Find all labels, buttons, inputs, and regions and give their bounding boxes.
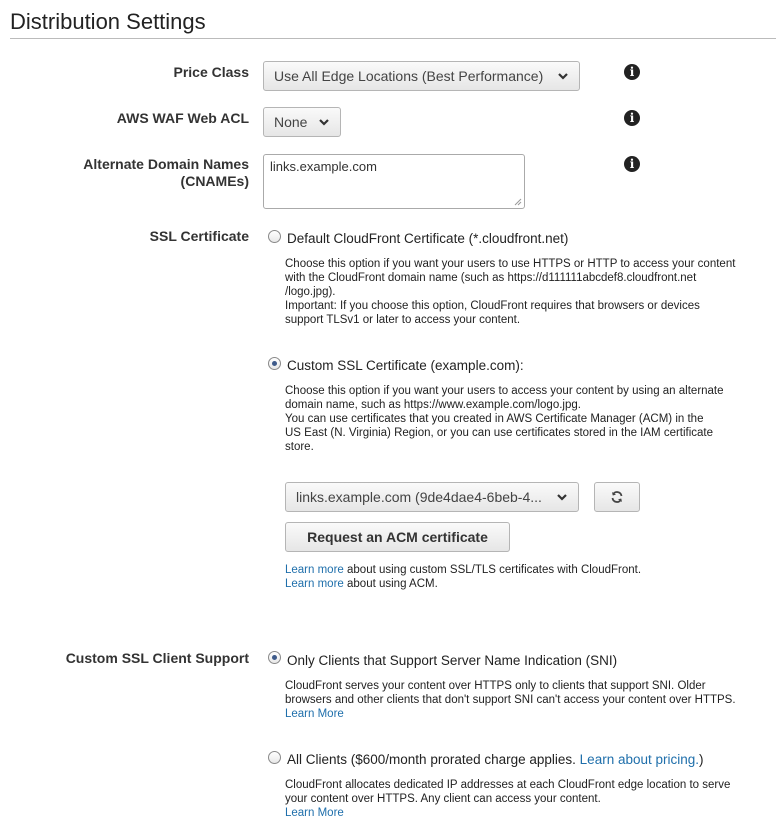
desc-line: Important: If you choose this option, CloudFront requires that browsers or devices <box>285 300 700 312</box>
cnames-label <box>9 156 249 190</box>
default-cert-option-label[interactable]: Default CloudFront Certificate (*.cloudfront.net) <box>287 231 569 246</box>
custom-cert-radio[interactable] <box>268 357 281 370</box>
learn-more-ssl-link[interactable]: Learn more <box>285 564 344 576</box>
ssl-certificate-label: SSL Certificate <box>149 228 249 244</box>
cnames-info-icon[interactable]: i <box>624 156 640 172</box>
all-clients-description <box>285 778 730 820</box>
desc-line: CloudFront serves your content over HTTPS only to clients that support SNI. Older <box>285 680 706 692</box>
desc-line: store. <box>285 441 314 453</box>
acm-learn-more-line-2 <box>285 577 438 591</box>
refresh-icon <box>610 490 624 504</box>
resize-handle-icon[interactable] <box>514 198 522 206</box>
all-clients-label-suffix: ) <box>699 752 704 767</box>
sni-option-label[interactable]: Only Clients that Support Server Name Indication (SNI) <box>287 653 618 668</box>
desc-line: You can use certificates that you created in AWS Certificate Manager (ACM) in the <box>285 413 704 425</box>
all-clients-label-text: All Clients ($600/month prorated charge applies. <box>287 752 580 767</box>
chevron-down-icon <box>556 491 568 503</box>
learn-more-acm-text: about using ACM. <box>343 578 438 590</box>
cnames-value: links.example.com <box>270 159 377 174</box>
waf-label: AWS WAF Web ACL <box>116 110 249 126</box>
pricing-link[interactable]: Learn about pricing. <box>579 752 700 767</box>
acm-learn-more-line <box>285 563 641 577</box>
desc-line: domain name, such as https://www.example.com/logo.jpg. <box>285 399 581 411</box>
cnames-label-line1: Alternate Domain Names <box>83 156 249 172</box>
desc-line: browsers and other clients that don't support SNI can't access your content over HTTPS. <box>285 694 736 706</box>
default-cert-radio[interactable] <box>268 230 281 243</box>
desc-line: /logo.jpg). <box>285 286 336 298</box>
price-class-info-icon[interactable]: i <box>624 64 640 80</box>
request-acm-certificate-button[interactable]: Request an ACM certificate <box>285 522 510 552</box>
price-class-label: Price Class <box>173 64 249 80</box>
desc-line: your content over HTTPS. Any client can access your content. <box>285 793 601 805</box>
sni-description <box>285 679 736 721</box>
cnames-label-line2: (CNAMEs) <box>180 173 249 189</box>
custom-cert-option-label[interactable]: Custom SSL Certificate (example.com): <box>287 358 524 373</box>
desc-line: with the CloudFront domain name (such as https://d111111abcdef8.cloudfront.net <box>285 272 697 284</box>
certificate-value: links.example.com (9de4dae4-6beb-4... <box>296 489 542 505</box>
refresh-certificates-button[interactable] <box>594 482 640 512</box>
all-clients-option-label[interactable] <box>287 752 704 767</box>
client-support-label: Custom SSL Client Support <box>65 650 249 666</box>
custom-cert-description <box>285 384 724 454</box>
waf-info-icon[interactable]: i <box>624 110 640 126</box>
waf-value: None <box>274 114 308 130</box>
sni-learn-more-link[interactable]: Learn More <box>285 708 344 720</box>
price-class-value: Use All Edge Locations (Best Performance) <box>274 68 544 84</box>
title-divider <box>10 38 776 39</box>
desc-line: Choose this option if you want your users to access your content by using an alternate <box>285 385 724 397</box>
sni-radio[interactable] <box>268 651 281 664</box>
all-clients-radio[interactable] <box>268 751 281 764</box>
chevron-down-icon <box>557 70 569 82</box>
learn-more-ssl-text: about using custom SSL/TLS certificates with CloudFront. <box>343 564 642 576</box>
desc-line: Choose this option if you want your users to use HTTPS or HTTP to access your content <box>285 258 736 270</box>
default-cert-description <box>285 257 735 327</box>
certificate-select[interactable] <box>285 482 579 512</box>
desc-line: US East (N. Virginia) Region, or you can use certificates stored in the IAM certificate <box>285 427 714 439</box>
learn-more-acm-link[interactable]: Learn more <box>285 578 344 590</box>
page-title: Distribution Settings <box>10 9 206 34</box>
all-clients-learn-more-link[interactable]: Learn More <box>285 807 344 819</box>
desc-line: CloudFront allocates dedicated IP addresses at each CloudFront edge location to serve <box>285 779 731 791</box>
waf-select[interactable] <box>263 107 341 137</box>
price-class-select[interactable] <box>263 61 580 91</box>
cnames-textarea[interactable] <box>263 154 525 209</box>
desc-line: support TLSv1 or later to access your content. <box>285 314 521 326</box>
chevron-down-icon <box>318 116 330 128</box>
